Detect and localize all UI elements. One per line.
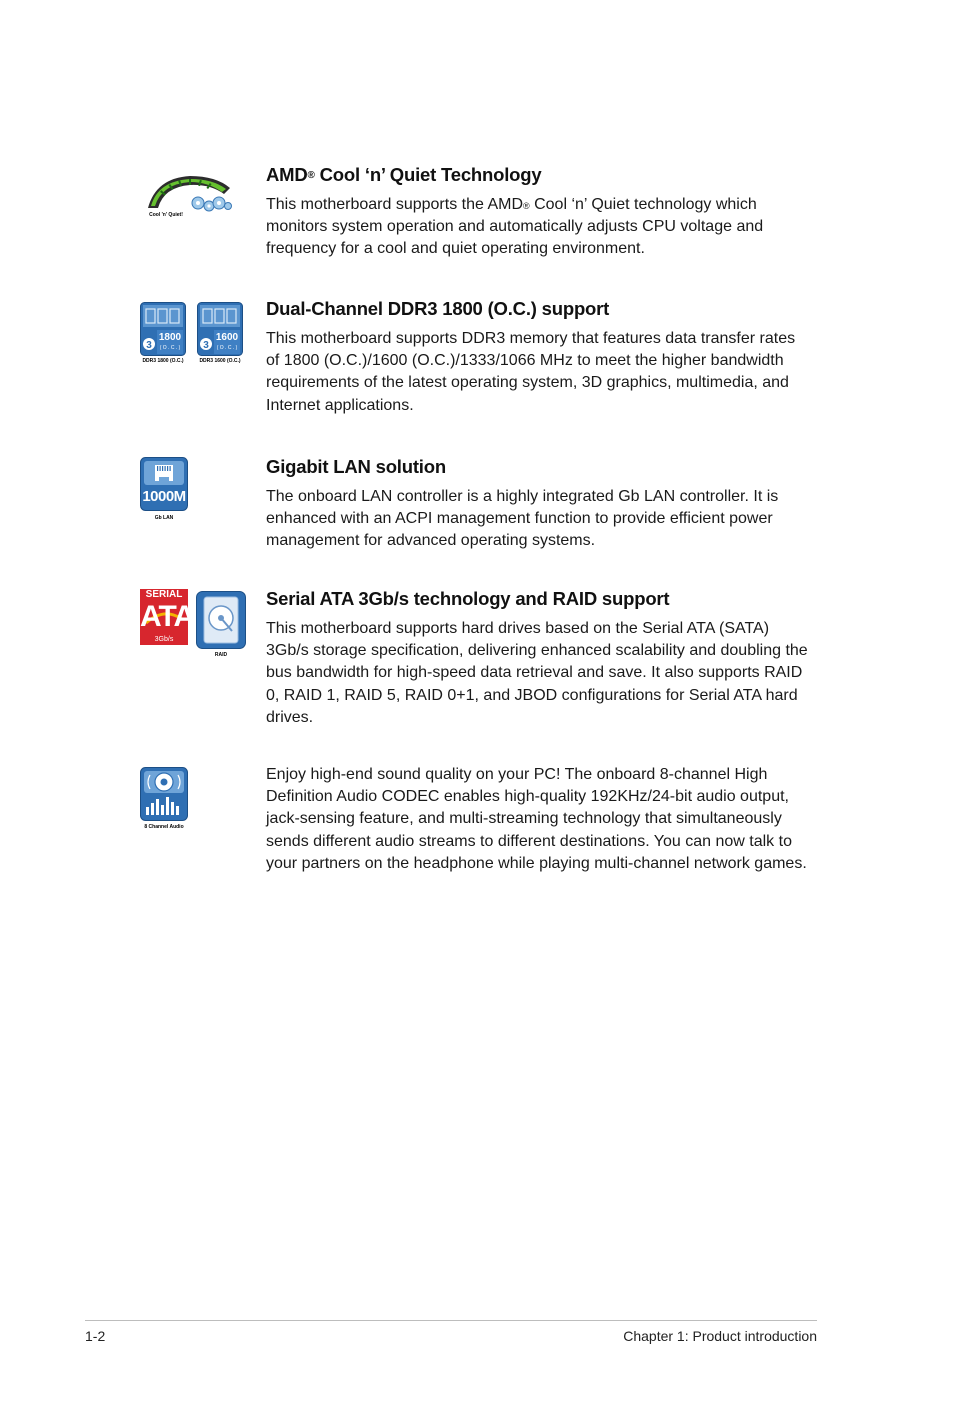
ddr3-1600-logo <box>197 302 243 364</box>
ddr3-text <box>266 298 811 417</box>
ddr3-heading: Dual-Channel DDR3 1800 (O.C.) support <box>266 298 610 319</box>
audio-body: Enjoy high-end sound quality on your PC! The onboard 8-channel High Definition Audio CODEC enables high-quality 192KHz/24-bit audio output, jack-sensing feature, and multi-streaming technology that simultaneously sends different audio streams to different destinations. You can now talk to your partners on the headphone while playing multi-channel network games. <box>266 766 807 872</box>
audio-caption: 8 Channel Audio <box>144 824 184 830</box>
cool-n-quiet-heading: AMD® Cool ‘n’ Quiet Technology <box>266 164 542 185</box>
gigabit-lan-text <box>266 456 811 553</box>
ddr3-1800-logo <box>140 302 186 364</box>
ddr3-1800-speed: 1800 <box>158 332 182 343</box>
serial-ata-mid-text: ATA <box>140 600 195 633</box>
gigabit-lan-logo <box>140 457 188 521</box>
gigabit-lan-heading: Gigabit LAN solution <box>266 456 446 477</box>
audio-text <box>266 764 811 875</box>
serial-ata-top-text: SERIAL <box>145 589 183 600</box>
serial-ata-logo <box>140 589 195 645</box>
gigabit-lan-icon-text: 1000M <box>142 488 186 505</box>
ddr3-1800-oc: ( O . C . ) <box>159 345 181 351</box>
sata-raid-heading: Serial ATA 3Gb/s technology and RAID support <box>266 588 670 609</box>
ddr3-1600-speed: 1600 <box>215 332 239 343</box>
svg-text:3: 3 <box>203 340 209 351</box>
eight-channel-audio-icon <box>140 767 188 821</box>
svg-text:3: 3 <box>146 340 152 351</box>
sata-raid-text <box>266 588 811 729</box>
ddr3-1600-caption: DDR3 1600 (O.C.) <box>199 358 241 364</box>
sata-raid-body: This motherboard supports hard drives based on the Serial ATA (SATA) 3Gb/s storage specification, delivering enhanced scalability and doubling the bus bandwidth for high-speed data retrieval and save. It also supports RAID 0, RAID 1, RAID 5, RAID 0+1, and JBOD configurations for Serial ATA hard drives. <box>266 620 808 726</box>
footer-divider <box>85 1320 817 1321</box>
ddr3-1600-oc: ( O . C . ) <box>216 345 238 351</box>
audio-logo <box>140 767 188 830</box>
raid-caption: RAID <box>214 652 228 658</box>
ddr3-body: This motherboard supports DDR3 memory that features data transfer rates of 1800 (O.C.)/1600 (O.C.)/1333/1066 MHz to meet the higher bandwidth requirements of the latest operating system, 3D graphics, multimedia, and Internet applications. <box>266 330 796 414</box>
gigabit-lan-caption: Gb LAN <box>154 515 174 521</box>
ddr3-1800-caption: DDR3 1800 (O.C.) <box>142 358 184 364</box>
chapter-title: Chapter 1: Product introduction <box>623 1328 817 1344</box>
serial-ata-bottom-text: 3Gb/s <box>154 636 174 643</box>
cool-n-quiet-icon <box>146 170 232 214</box>
hard-drive-icon <box>196 591 246 649</box>
cool-n-quiet-body: This motherboard supports the AMD® Cool ‘n’ Quiet technology which monitors system operation and automatically adjusts CPU voltage and frequency for a cool and quiet operating environment. <box>266 196 764 258</box>
cool-n-quiet-text <box>266 164 811 261</box>
page-number: 1-2 <box>85 1328 106 1344</box>
gigabit-lan-body: The onboard LAN controller is a highly integrated Gb LAN controller. It is enhanced with an ACPI management function to provide efficient power management for advanced operating systems. <box>266 488 779 550</box>
cool-n-quiet-caption: Cool 'n' Quiet! <box>149 212 183 218</box>
cool-n-quiet-logo <box>146 170 232 219</box>
raid-logo <box>196 591 246 658</box>
